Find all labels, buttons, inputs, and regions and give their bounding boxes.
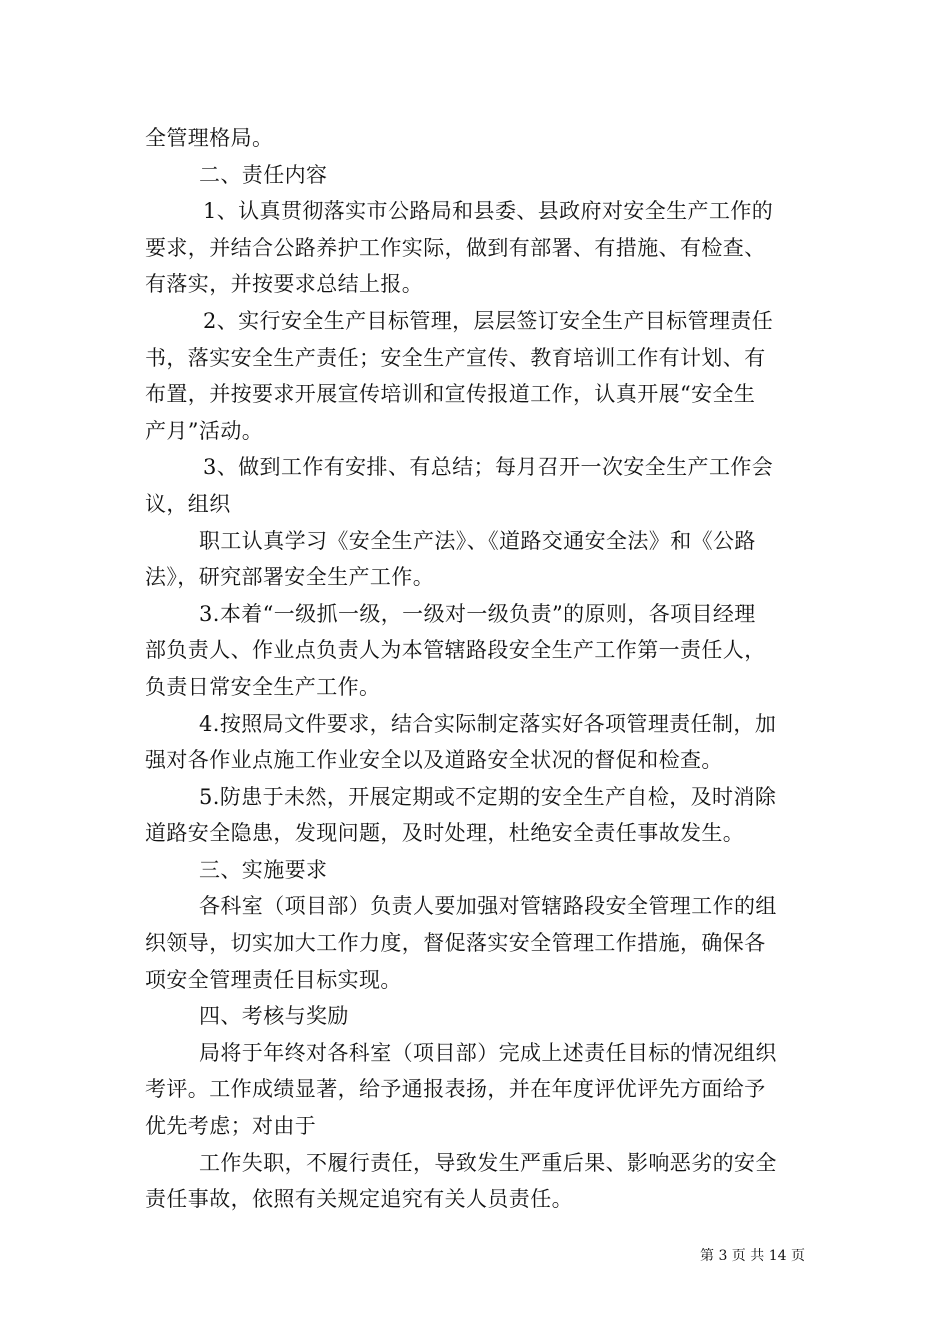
text-line: 四、考核与奖励 xyxy=(199,1004,349,1029)
text-line: 2、实行安全生产目标管理，层层签订安全生产目标管理责任 xyxy=(203,308,774,333)
text-line: 布置，并按要求开展宣传培训和宣传报道工作，认真开展“安全生 xyxy=(145,382,756,407)
text-line: 3、做到工作有安排、有总结；每月召开一次安全生产工作会 xyxy=(203,455,774,480)
text-line: 5.防患于未然，开展定期或不定期的安全生产自检，及时消除 xyxy=(199,784,777,809)
text-line: 三、实施要求 xyxy=(199,857,328,882)
document-body xyxy=(145,120,810,1218)
text-line: 1、认真贯彻落实市公路局和县委、县政府对安全生产工作的 xyxy=(203,199,774,224)
text-line: 强对各作业点施工作业安全以及道路安全状况的督促和检查。 xyxy=(145,748,723,773)
text-line: 部负责人、作业点负责人为本管辖路段安全生产工作第一责任人， xyxy=(145,638,766,663)
text-line: 4.按照局文件要求，结合实际制定落实好各项管理责任制，加 xyxy=(199,711,777,736)
text-line: 优先考虑；对由于 xyxy=(145,1114,317,1139)
text-line: 工作失职，不履行责任，导致发生严重后果、影响恶劣的安全 xyxy=(199,1150,777,1175)
text-line: 二、责任内容 xyxy=(199,162,328,187)
text-line: 3.本着“一级抓一级，一级对一级负责”的原则，各项目经理 xyxy=(199,601,756,626)
text-line: 局将于年终对各科室（项目部）完成上述责任目标的情况组织 xyxy=(199,1040,777,1065)
text-line: 议，组织 xyxy=(145,491,231,516)
text-line: 职工认真学习《安全生产法》、《道路交通安全法》和《公路 xyxy=(199,528,756,553)
text-line: 全管理格局。 xyxy=(145,126,274,150)
text-line: 考评。工作成绩显著，给予通报表扬，并在年度评优评先方面给予 xyxy=(145,1077,766,1102)
text-line: 负责日常安全生产工作。 xyxy=(145,674,381,699)
text-line: 责任事故，依照有关规定追究有关人员责任。 xyxy=(145,1187,573,1212)
text-line: 各科室（项目部）负责人要加强对管辖路段安全管理工作的组 xyxy=(199,894,777,919)
text-line: 要求，并结合公路养护工作实际，做到有部署、有措施、有检查、 xyxy=(145,235,766,260)
text-line: 有落实，并按要求总结上报。 xyxy=(145,272,424,297)
text-line: 产月”活动。 xyxy=(145,418,264,443)
text-line: 织领导，切实加大工作力度，督促落实安全管理工作措施，确保各 xyxy=(145,931,766,956)
text-line: 书，落实安全生产责任；安全生产宣传、教育培训工作有计划、有 xyxy=(145,345,766,370)
text-line: 法》，研究部署安全生产工作。 xyxy=(145,565,435,590)
text-line: 道路安全隐患，发现问题，及时处理，杜绝安全责任事故发生。 xyxy=(145,821,745,846)
page-number: 第 3 页 共 14 页 xyxy=(700,1248,805,1264)
text-line: 项安全管理责任目标实现。 xyxy=(145,967,402,992)
